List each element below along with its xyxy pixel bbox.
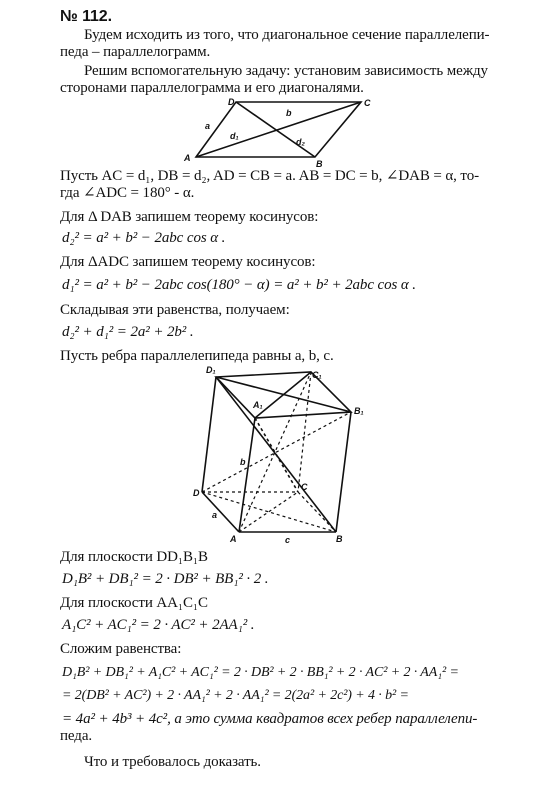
fig2-label-b1: B₁ bbox=[354, 406, 364, 416]
equation-6: D₁B² + DB₁² + A₁C² + AC₁² = 2 · DB² + 2 · BB₁² + 2 · AC² + 2 · AA₁² = bbox=[62, 665, 459, 680]
fig1-label-side-a: a bbox=[205, 121, 211, 131]
fig2-label-b: B bbox=[336, 534, 343, 544]
fig1-label-d1: d₁ bbox=[230, 131, 239, 141]
add-intro: Складывая эти равенства, получаем: bbox=[60, 302, 290, 318]
equation-4: D₁B² + DB₁² = 2 · DB² + BB₁² · 2 . bbox=[62, 571, 269, 587]
fig2-label-edge-b: b bbox=[240, 457, 246, 467]
fig1-label-side-b: b bbox=[286, 108, 292, 118]
fig1-label-c-vertex: C bbox=[364, 98, 371, 108]
equation-3: d₂² + d₁² = 2a² + 2b² . bbox=[62, 324, 194, 340]
adc-intro: Для ΔADC запишем теорему косинусов: bbox=[60, 254, 316, 270]
edge-bb1 bbox=[336, 412, 351, 532]
fig1-label-a-vertex: A bbox=[184, 153, 191, 163]
top-diagonal-c1a1 bbox=[255, 372, 311, 418]
fig2-label-a: A bbox=[230, 534, 237, 544]
equation-8-continued: педа. bbox=[60, 728, 93, 744]
problem-number: № 112. bbox=[60, 8, 112, 25]
paragraph-2-line-1: Решим вспомогательную задачу: установим зависимость между bbox=[84, 63, 488, 79]
dab-intro: Для Δ DAB запишем теорему косинусов: bbox=[60, 209, 319, 225]
fig1-label-b-vertex: B bbox=[316, 159, 323, 169]
edge-dd1 bbox=[202, 377, 216, 492]
diagonal-db1-hidden bbox=[202, 412, 351, 492]
fig2-label-a1: A₁ bbox=[253, 400, 263, 410]
fig2-label-c: C bbox=[301, 482, 308, 492]
fig1-label-d2: d₂ bbox=[296, 137, 305, 147]
fig2-label-edge-a: a bbox=[212, 510, 218, 520]
fig2-label-c1: C₁ bbox=[312, 370, 322, 380]
fig1-label-d-vertex: D bbox=[228, 97, 235, 107]
equation-7: = 2(DB² + AC²) + 2 · AA₁² + 2 · AA₁² = 2(2a² + 2c²) + 4 · b² = bbox=[62, 688, 409, 703]
paragraph-1-line-2: педа – параллелограмм. bbox=[60, 44, 211, 60]
equation-8: = 4a² + 4b³ + 4c², а это сумма квадратов всех ребер параллелепи- bbox=[62, 711, 478, 727]
edge-cc1-hidden bbox=[298, 372, 311, 492]
fig2-label-d: D bbox=[193, 488, 200, 498]
paragraph-1-line-1: Будем исходить из того, что диагональное сечение параллелепи- bbox=[84, 27, 490, 43]
let-edges: Пусть ребра параллелепипеда равны a, b, c. bbox=[60, 348, 334, 364]
let-statement-line-2: гда ∠ADC = 180° - α. bbox=[60, 185, 195, 201]
equation-1: d₂² = a² + b² − 2abc cos α . bbox=[62, 230, 226, 246]
fig2-label-d1: D₁ bbox=[206, 365, 216, 375]
equation-2: d₁² = a² + b² − 2abc cos(180° − α) = a² + b² + 2abc cos α . bbox=[62, 277, 416, 293]
sum-intro: Сложим равенства: bbox=[60, 641, 182, 657]
paragraph-2-line-2: сторонами параллелограмма и его диагоналями. bbox=[60, 80, 364, 96]
diagonal-ac-hidden bbox=[239, 492, 298, 532]
fig2-label-edge-c: c bbox=[285, 535, 291, 545]
conclusion: Что и требовалось доказать. bbox=[84, 754, 261, 770]
plane1-intro: Для плоскости DD₁B₁B bbox=[60, 549, 208, 565]
equation-5: A₁C² + AC₁² = 2 · AC² + 2AA₁² . bbox=[62, 617, 255, 633]
let-statement-line-1: Пусть AC = d₁, DB = d₂, AD = CB = a. AB = DC = b, ∠DAB = α, то- bbox=[60, 168, 479, 184]
edge-cb-hidden bbox=[298, 492, 336, 532]
plane2-intro: Для плоскости AA₁C₁C bbox=[60, 595, 208, 611]
